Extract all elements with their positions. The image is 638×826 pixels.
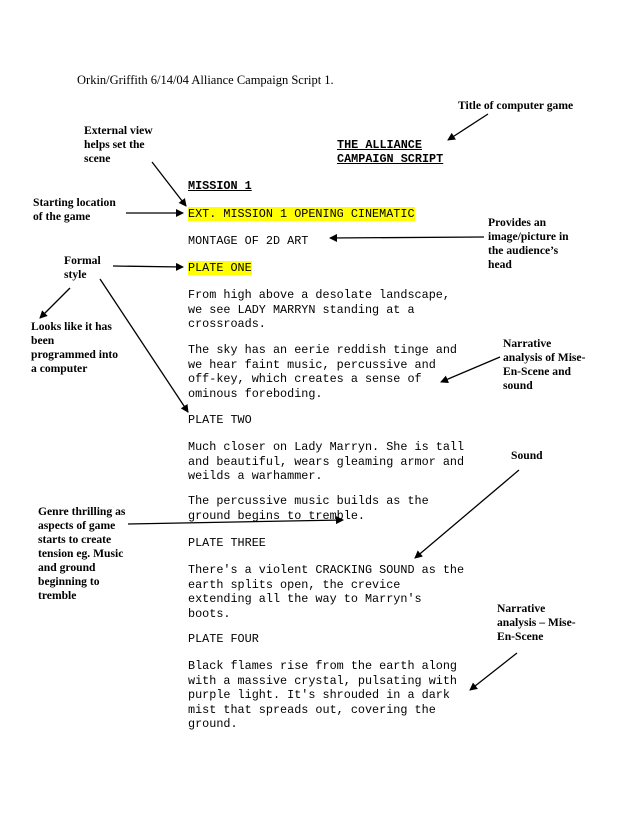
- sky-paragraph: The sky has an eerie reddish tinge and we hear faint music, percussive and off-key, which creates a sense of ominous foreboding.: [188, 343, 458, 401]
- plate-four-paragraph: Black flames rise from the earth along with a massive crystal, pulsating with purple light. It's shrouded in a dark mist that spreads out, covering the ground.: [188, 659, 458, 732]
- annotation-formal-style: Formal style: [64, 254, 101, 281]
- script-title-line-2: CAMPAIGN SCRIPT: [337, 152, 444, 166]
- plate-three-heading: PLATE THREE: [188, 536, 266, 550]
- arrow-external-view: [152, 162, 186, 206]
- annotation-narrative-mise-en-scene: Narrative analysis – Mise- En-Scene: [497, 602, 576, 643]
- arrow-title: [448, 114, 488, 140]
- plate-two-paragraph: Much closer on Lady Marryn. She is tall and beautiful, wears gleaming armor and weilds a warhammer.: [188, 440, 465, 484]
- plate-one-text: PLATE ONE: [188, 261, 252, 275]
- annotation-starting-location: Starting location of the game: [33, 196, 116, 223]
- arrow-formal-style: [113, 266, 183, 267]
- annotation-title-game: Title of computer game: [458, 99, 574, 112]
- script-title-line-1: THE ALLIANCE: [337, 138, 422, 152]
- page-header: Orkin/Griffith 6/14/04 Alliance Campaign Script 1.: [77, 73, 334, 87]
- arrow-provides: [330, 237, 484, 238]
- annotation-programmed: Looks like it has been programmed into a computer: [31, 320, 119, 375]
- arrow-genre: [128, 520, 343, 524]
- annotation-genre-thrilling: Genre thrilling as aspects of game starts to create tension eg. Music and ground beginning to tremble: [38, 505, 126, 602]
- annotation-narrative-sound: Narrative analysis of Mise- En-Scene and sound: [503, 337, 586, 392]
- mission-heading: MISSION 1: [188, 179, 252, 193]
- annotation-provides-image: Provides an image/picture in the audience’s head: [488, 216, 569, 271]
- arrow-sound: [415, 470, 519, 558]
- annotation-external-view: External view helps set the scene: [84, 124, 153, 165]
- arrow-narrative-mise-en-scene: [470, 653, 517, 690]
- percussive-paragraph: The percussive music builds as the ground begins to tremble.: [188, 494, 429, 523]
- scene-heading-text: EXT. MISSION 1 OPENING CINEMATIC: [188, 207, 415, 221]
- montage-line: MONTAGE OF 2D ART: [188, 234, 309, 248]
- plate-three-paragraph: There's a violent CRACKING SOUND as the earth splits open, the crevice extending all the way to Marryn's boots.: [188, 563, 465, 621]
- arrow-plate-two: [100, 279, 188, 412]
- annotation-sound: Sound: [511, 449, 543, 462]
- arrow-narrative-sound: [441, 357, 500, 382]
- plate-two-heading: PLATE TWO: [188, 413, 252, 427]
- arrow-programmed: [40, 288, 70, 318]
- plate-one-paragraph: From high above a desolate landscape, we see LADY MARRYN standing at a crossroads.: [188, 288, 450, 332]
- plate-four-heading: PLATE FOUR: [188, 632, 259, 646]
